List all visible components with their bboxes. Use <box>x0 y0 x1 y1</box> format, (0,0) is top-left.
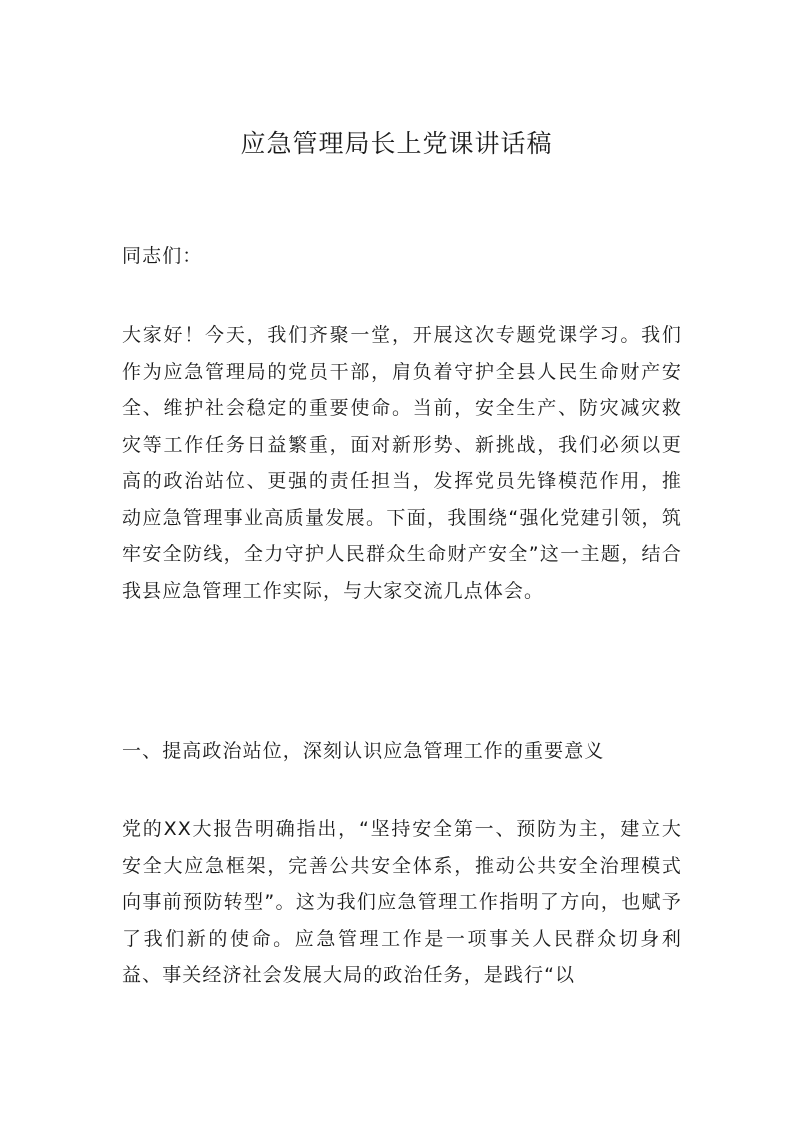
opening-paragraph: 大家好！今天，我们齐聚一堂，开展这次专题党课学习。我们作为应急管理局的党员干部，肩负着守护全县人民生命财产安全、维护社会稳定的重要使命。当前，安全生产、防灾减灾救灾等工作任务日益繁重，面对新形势、新挑战，我们必须以更高的政治站位、更强的责任担当，发挥党员先锋模范作用，推动应急管理事业高质量发展。下面，我围绕“强化党建引领，筑牢安全防线，全力守护人民群众生命财产安全”这一主题，结合我县应急管理工作实际，与大家交流几点体会。 <box>122 324 682 602</box>
section-heading-1: 一、提高政治站位，深刻认识应急管理工作的重要意义 <box>122 740 605 762</box>
section-1-paragraph: 党的XX大报告明确指出，“坚持安全第一、预防为主，建立大安全大应急框架，完善公共安全体系，推动公共安全治理模式向事前预防转型”。这为我们应急管理工作指明了方向，也赋予了我们新的使命。应急管理工作是一项事关人民群众切身利益、事关经济社会发展大局的政治任务，是践行“以 <box>122 818 682 986</box>
document-title: 应急管理局长上党课讲话稿 <box>240 129 553 158</box>
salutation: 同志们： <box>122 245 203 267</box>
